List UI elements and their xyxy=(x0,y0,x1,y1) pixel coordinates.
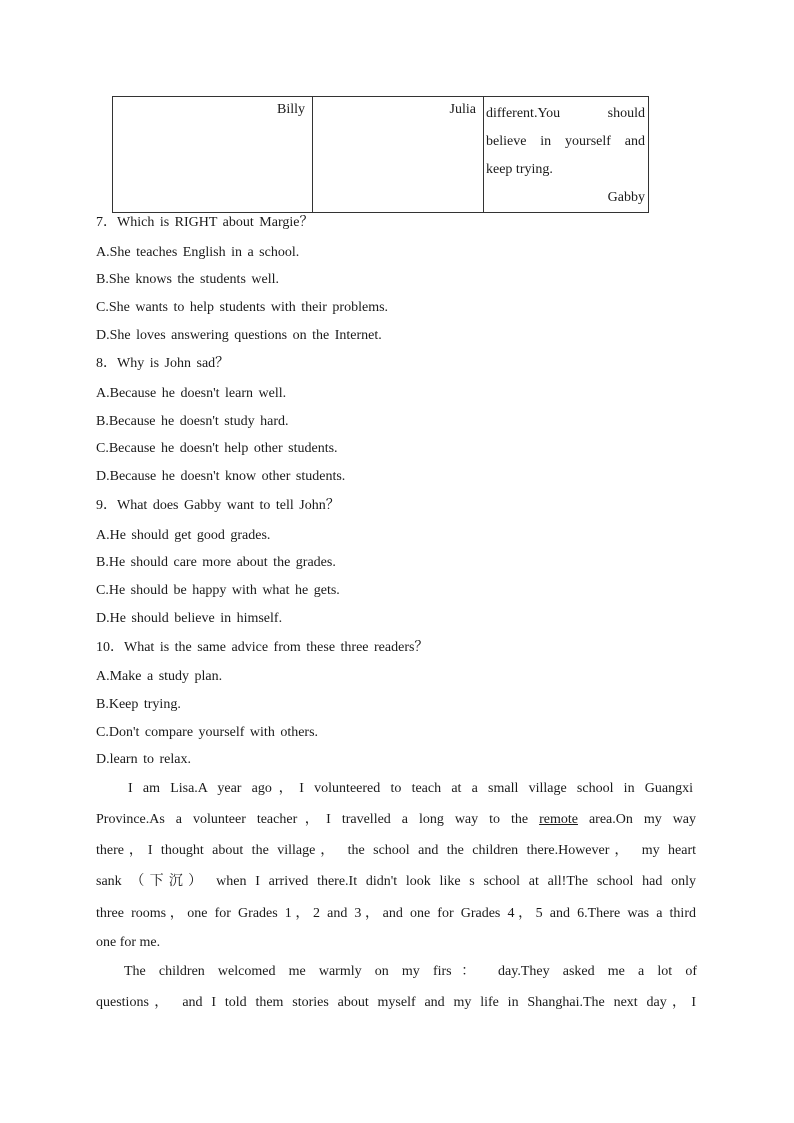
passage-line xyxy=(96,811,696,829)
question-7-stem: 7．Which is RIGHT about Margie？ xyxy=(96,215,314,230)
question-10-option-d: D.learn to relax. xyxy=(96,752,191,767)
passage-line: there，I thought about the village， the school and the children there.However， my heart xyxy=(96,843,696,858)
table-cell-gabby xyxy=(484,97,649,213)
reader-name-billy: Billy xyxy=(276,102,305,117)
table-cell-billy xyxy=(113,97,313,213)
reader-name-julia: Julia xyxy=(449,102,476,117)
reader-advice-table xyxy=(112,96,649,213)
table-cell-julia xyxy=(313,97,484,213)
passage-line: questions， and I told them stories about myself and my life in Shanghai.The next day，I xyxy=(96,995,696,1010)
question-10-option-c: C.Don't compare yourself with others. xyxy=(96,725,319,740)
passage-line: The children welcomed me warmly on my firs： day.They asked me a lot of xyxy=(124,964,697,979)
question-7-option-d: D.She loves answering questions on the Internet. xyxy=(96,328,382,343)
question-9-option-d: D.He should believe in himself. xyxy=(96,611,283,626)
question-9-option-c: C.He should be happy with what he gets. xyxy=(96,583,340,598)
question-10-option-a: A.Make a study plan. xyxy=(96,669,223,684)
question-7-option-c: C.She wants to help students with their problems. xyxy=(96,300,389,315)
question-7-option-b: B.She knows the students well. xyxy=(96,272,279,287)
gabby-advice-line: keep trying. xyxy=(486,162,553,177)
passage-line: three rooms，one for Grades 1，2 and 3，and one for Grades 4，5 and 6.There was a third xyxy=(96,906,696,921)
passage-line: one for me. xyxy=(96,935,161,950)
gabby-advice-line: believe in yourself and xyxy=(486,134,645,149)
question-8-option-b: B.Because he doesn't study hard. xyxy=(96,414,289,429)
gabby-advice-text xyxy=(486,100,645,184)
passage-text: area.On my way xyxy=(588,812,697,827)
reader-name-gabby: Gabby xyxy=(607,190,645,205)
question-8-stem: 8．Why is John sad？ xyxy=(96,356,230,371)
passage-text: Province.As a volunteer teacher，I travelled a long way to the xyxy=(96,812,529,827)
question-9-stem: 9．What does Gabby want to tell John？ xyxy=(96,498,340,513)
question-9-option-a: A.He should get good grades. xyxy=(96,528,271,543)
passage-line: I am Lisa.A year ago，I volunteered to teach at a small village school in Guangxi xyxy=(128,781,693,796)
question-7-option-a: A.She teaches English in a school. xyxy=(96,245,300,260)
question-10-stem: 10．What is the same advice from these three readers？ xyxy=(96,640,429,655)
passage-line: sank （下沉） when I arrived there.It didn't look like s school at all!The school had only xyxy=(96,874,696,889)
question-9-option-b: B.He should care more about the grades. xyxy=(96,555,336,570)
gabby-advice-line: different.You should xyxy=(486,106,645,121)
question-10-option-b: B.Keep trying. xyxy=(96,697,181,712)
passage-underlined-word: remote xyxy=(539,812,578,827)
question-8-option-c: C.Because he doesn't help other students. xyxy=(96,441,338,456)
question-8-option-a: A.Because he doesn't learn well. xyxy=(96,386,287,401)
question-8-option-d: D.Because he doesn't know other students. xyxy=(96,469,346,484)
